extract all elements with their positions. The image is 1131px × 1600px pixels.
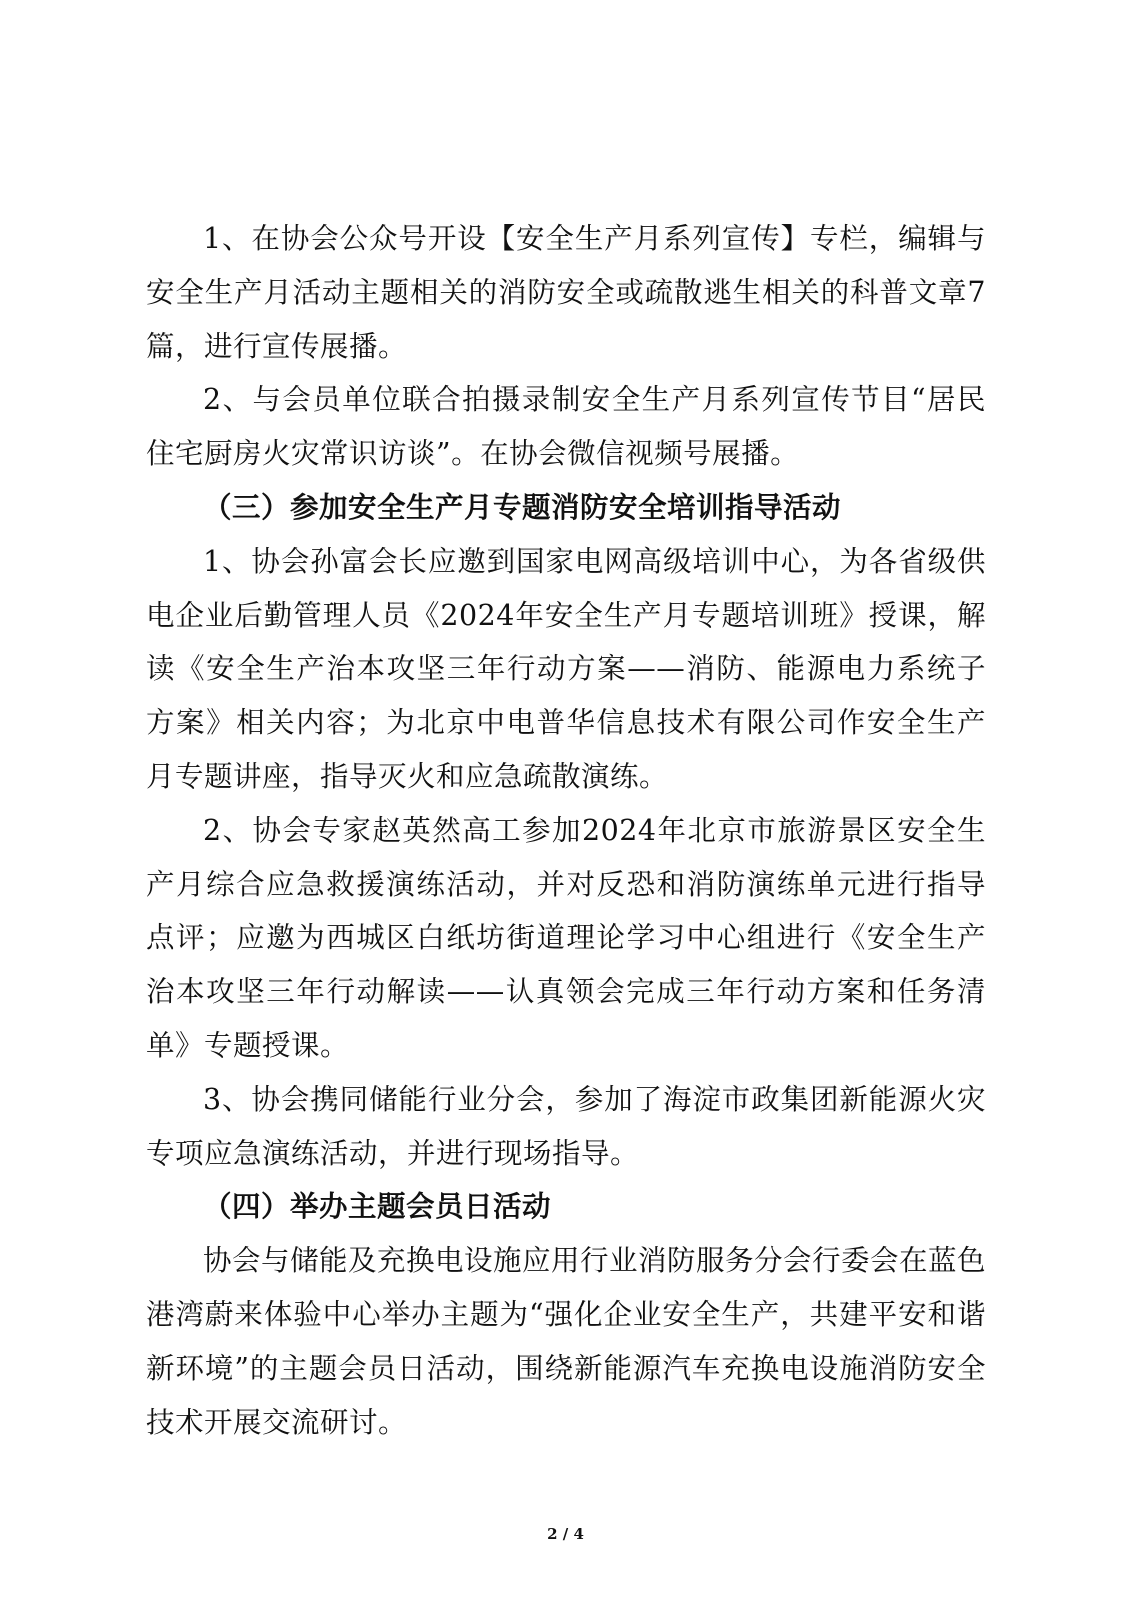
paragraph-publicity-column: 1、在协会公众号开设【安全生产月系列宣传】专栏，编辑与安全生产月活动主题相关的消防安全或疏散逃生相关的科普文章7篇，进行宣传展播。 [146, 222, 986, 363]
page-number: 2 / 4 [547, 1525, 584, 1543]
paragraph-emergency-drill: 3、协会携同储能行业分会，参加了海淀市政集团新能源火灾专项应急演练活动，并进行现场指导。 [146, 1082, 986, 1170]
paragraph-publicity-program: 2、与会员单位联合拍摄录制安全生产月系列宣传节目“居民住宅厨房火灾常识访谈”。在协会微信视频号展播。 [146, 383, 986, 471]
section-heading-training: （三）参加安全生产月专题消防安全培训指导活动 [203, 489, 842, 524]
paragraph-member-day: 协会与储能及充换电设施应用行业消防服务分会行委会在蓝色港湾蔚来体验中心举办主题为“强化企业安全生产，共建平安和谐新环境”的主题会员日活动，围绕新能源汽车充换电设施消防安全技术开展交流研讨。 [146, 1244, 987, 1439]
document-body [146, 212, 986, 1449]
section-heading-member-day: （四）举办主题会员日活动 [203, 1189, 552, 1224]
paragraph-training-lecture: 1、协会孙富会长应邀到国家电网高级培训中心，为各省级供电企业后勤管理人员《2024年安全生产月专题培训班》授课，解读《安全生产治本攻坚三年行动方案——消防、能源电力系统子方案》相关内容；为北京中电普华信息技术有限公司作安全生产月专题讲座，指导灭火和应急疏散演练。 [146, 544, 986, 793]
paragraph-expert-guidance: 2、协会专家赵英然高工参加2024年北京市旅游景区安全生产月综合应急救援演练活动，并对反恐和消防演练单元进行指导点评；应邀为西城区白纸坊街道理论学习中心组进行《安全生产治本攻坚三年行动解读——认真领会完成三年行动方案和任务清单》专题授课。 [146, 813, 986, 1062]
